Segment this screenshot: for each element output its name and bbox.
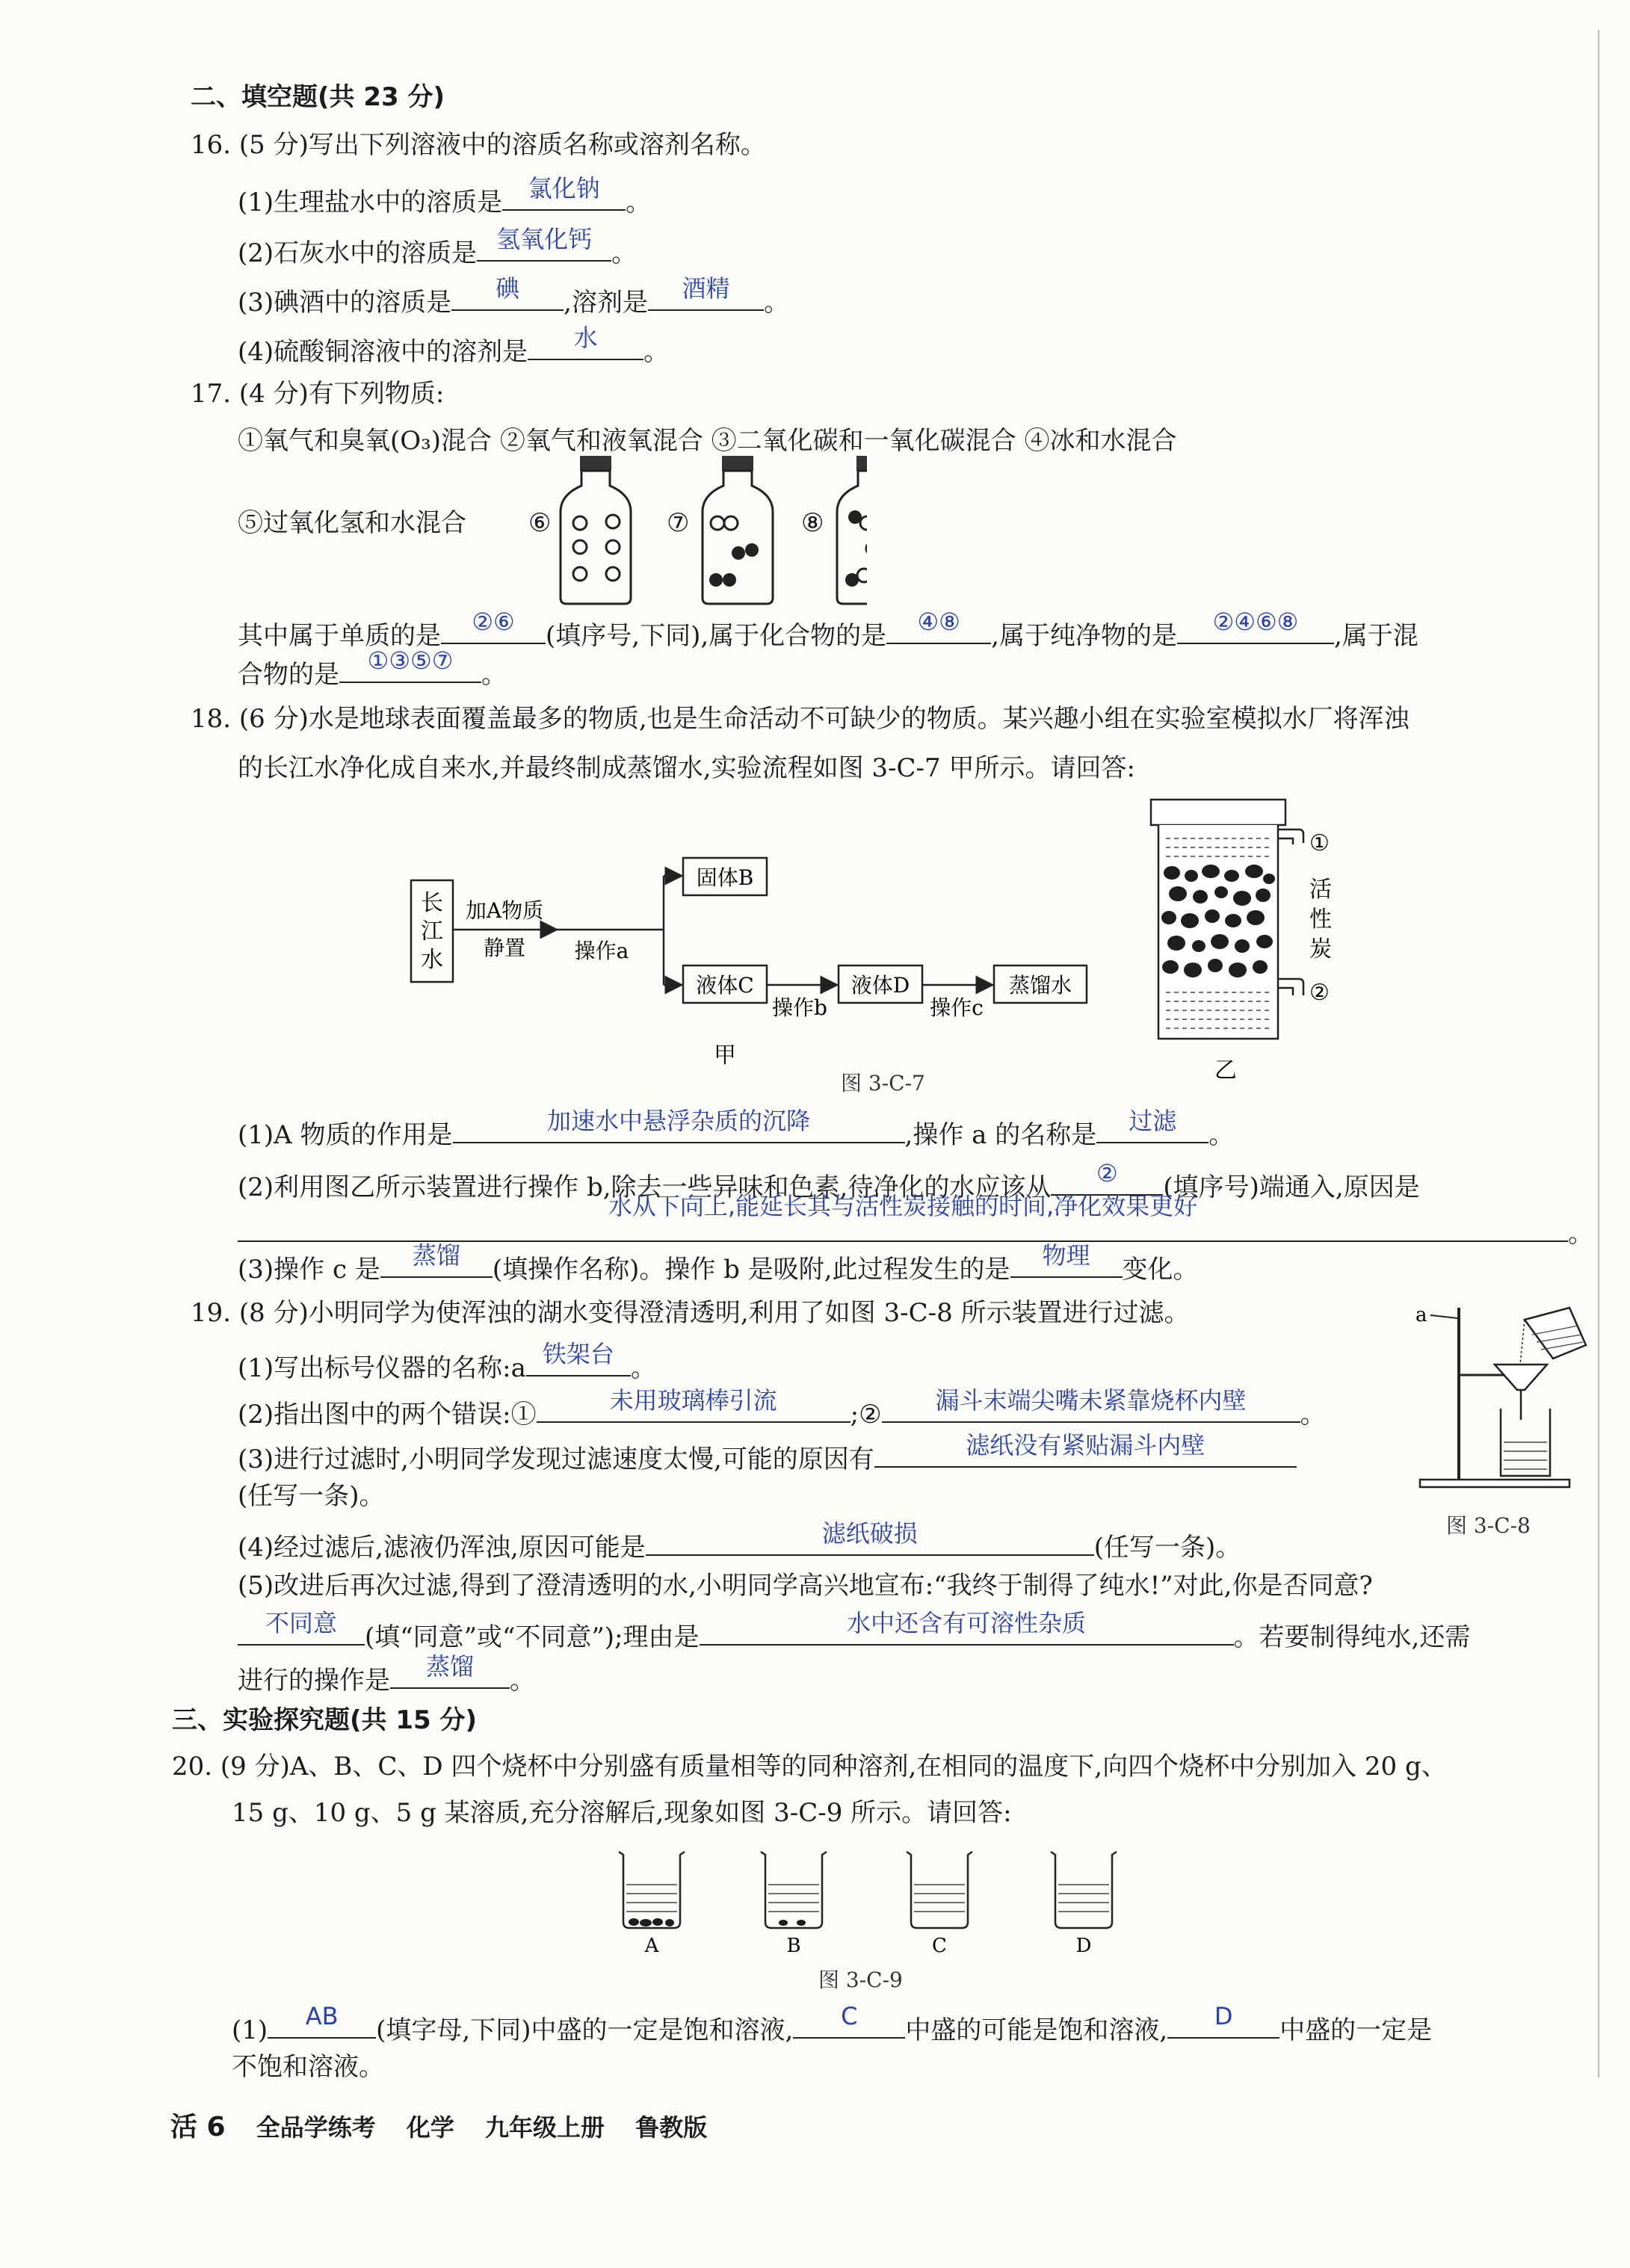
beaker-a-label: A bbox=[644, 1935, 659, 1957]
section-title: 三、实验探究题(共 15 分) bbox=[172, 1705, 478, 1735]
section-title: 二、填空题(共 23 分) bbox=[191, 82, 445, 112]
margin-rule bbox=[1598, 30, 1599, 2077]
edition: 鲁教版 bbox=[635, 2113, 708, 2142]
q20-part1-cont: 不饱和溶液。 bbox=[232, 2052, 384, 2082]
answer-blank[interactable]: 滤纸没有紧贴漏斗内壁 bbox=[874, 1436, 1297, 1468]
carbon-char2: 性 bbox=[1309, 906, 1332, 933]
q16-stem: 16. (5 分)写出下列溶液中的溶质名称或溶剂名称。 bbox=[191, 130, 766, 160]
q17-answer-line2: 合物的是 ①③⑤⑦ 。 bbox=[238, 646, 507, 690]
liquid-d: 液体D bbox=[850, 973, 910, 998]
answer-blank[interactable]: C bbox=[793, 2007, 905, 2039]
figure-caption-3c8: 图 3-C-8 bbox=[1446, 1513, 1531, 1538]
q19-part5: (5)改进后再次过滤,得到了澄清透明的水,小明同学高兴地宣布:“我终于制得了纯水!”对此,你是否同意? bbox=[238, 1571, 1373, 1601]
beaker-b-label: B bbox=[786, 1935, 801, 1957]
q19-part3-note: (任写一条)。 bbox=[238, 1481, 385, 1511]
bottom8-label: ⑧ bbox=[801, 508, 824, 538]
grade: 九年级上册 bbox=[485, 2113, 605, 2142]
q19-part5-answer: 不同意 (填“同意”或“不同意”);理由是 水中还含有可溶性杂质 。若要制得纯水,还需 bbox=[238, 1614, 1470, 1654]
q18-part1: (1)A 物质的作用是 加速水中悬浮杂质的沉降 ,操作 a 的名称是 过滤 。 bbox=[238, 1107, 1235, 1150]
page-footer bbox=[170, 2106, 729, 2144]
answer-blank[interactable]: 加速水中悬浮杂质的沉降 bbox=[453, 1112, 905, 1143]
q16-part3: (3)碘酒中的溶质是 碘 ,溶剂是 酒精 。 bbox=[238, 274, 789, 318]
answer-blank[interactable]: 水 bbox=[528, 329, 643, 360]
carbon-filter-device bbox=[1143, 792, 1368, 1091]
answer-blank[interactable]: 漏斗末端尖嘴未紧靠烧杯内壁 bbox=[882, 1391, 1300, 1423]
q16-part1: (1)生理盐水中的溶质是 氯化钠 。 bbox=[238, 174, 652, 217]
bottle-6 bbox=[561, 456, 631, 604]
step1-sublabel: 静置 bbox=[483, 936, 526, 960]
answer-blank[interactable]: 氯化钠 bbox=[502, 179, 626, 211]
carbon-char1: 活 bbox=[1309, 877, 1332, 903]
q17-item5: ⑤过氧化氢和水混合 bbox=[238, 508, 466, 538]
figure-caption-3c9: 图 3-C-9 bbox=[818, 1968, 903, 1992]
op-a-label: 操作a bbox=[574, 939, 629, 963]
answer-blank[interactable]: ② bbox=[1051, 1164, 1163, 1196]
answer-blank[interactable]: ①③⑤⑦ bbox=[339, 652, 481, 683]
molecule-bottles-figure bbox=[553, 456, 867, 605]
step1-label: 加A物质 bbox=[465, 898, 544, 923]
page-number: 活 6 bbox=[170, 2112, 226, 2142]
liquid-c: 液体C bbox=[696, 973, 754, 998]
answer-blank[interactable]: 酒精 bbox=[648, 279, 764, 311]
q19-stem: 19. (8 分)小明同学为使浑浊的湖水变得澄清透明,利用了如图 3-C-8 所示装置进行过滤。 bbox=[191, 1298, 1190, 1328]
answer-blank[interactable]: 蒸馏 bbox=[380, 1246, 493, 1278]
source-char1: 长 bbox=[421, 890, 443, 916]
book-title: 全品学练考 bbox=[256, 2113, 376, 2142]
bottle-8 bbox=[837, 456, 867, 604]
answer-blank[interactable]: 蒸馏 bbox=[390, 1657, 510, 1689]
beakers-figure bbox=[613, 1847, 1136, 1959]
answer-blank[interactable]: 水中还含有可溶性杂质 bbox=[700, 1614, 1234, 1646]
source-char2: 江 bbox=[421, 918, 443, 945]
q18-part2-reason: 水从下向上,能延长其与活性炭接触的时间,净化效果更好 。 bbox=[238, 1211, 1593, 1250]
q20-stem-line1: 20. (9 分)A、B、C、D 四个烧杯中分别盛有质量相等的同种溶剂,在相同的温度下,向四个烧杯中分别加入 20 g、 bbox=[172, 1752, 1447, 1782]
q19-part1: (1)写出标号仪器的名称:a 铁架台 。 bbox=[238, 1340, 656, 1383]
answer-blank[interactable]: 过滤 bbox=[1096, 1112, 1208, 1143]
inlet-1-label: ① bbox=[1309, 830, 1330, 856]
q17-items: ①氧气和臭氧(O₃)混合 ②氧气和液氧混合 ③二氧化碳和一氧化碳混合 ④冰和水混合 bbox=[238, 426, 1177, 456]
figure-yi-label: 乙 bbox=[1214, 1057, 1237, 1084]
distilled-water: 蒸馏水 bbox=[1008, 973, 1072, 998]
answer-blank[interactable]: 碘 bbox=[451, 279, 564, 311]
q18-part3: (3)操作 c 是 蒸馏 (填操作名称)。操作 b 是吸附,此过程发生的是 物理 变化。 bbox=[238, 1241, 1199, 1285]
beaker-c-label: C bbox=[932, 1935, 947, 1957]
bottom7-label: ⑦ bbox=[667, 508, 690, 538]
figure-caption-3c7: 图 3-C-7 bbox=[841, 1071, 925, 1096]
q18-stem-line2: 的长江水净化成自来水,并最终制成蒸馏水,实验流程如图 3-C-7 甲所示。请回答: bbox=[238, 753, 1135, 783]
beaker-a bbox=[619, 1852, 685, 1957]
bottom6-label: ⑥ bbox=[528, 508, 552, 538]
q19-part3: (3)进行过滤时,小明同学发现过滤速度太慢,可能的原因有 滤纸没有紧贴漏斗内壁 bbox=[238, 1436, 1297, 1476]
q16-part4: (4)硫酸铜溶液中的溶剂是 水 。 bbox=[238, 324, 670, 367]
answer-blank[interactable]: 物理 bbox=[1010, 1246, 1123, 1278]
beaker-d-label: D bbox=[1075, 1935, 1092, 1957]
flowchart-jia bbox=[404, 852, 1121, 1076]
q20-part1: (1) AB (填字母,下同)中盛的一定是饱和溶液, C 中盛的可能是饱和溶液, D 中盛的一定是 bbox=[232, 2002, 1433, 2045]
answer-blank[interactable]: ②④⑥⑧ bbox=[1177, 613, 1334, 644]
q19-part5-operation: 进行的操作是 蒸馏 。 bbox=[238, 1652, 535, 1696]
figure-jia-label: 甲 bbox=[714, 1042, 736, 1069]
answer-blank[interactable]: 水从下向上,能延长其与活性炭接触的时间,净化效果更好 bbox=[238, 1211, 1568, 1242]
answer-blank[interactable]: AB bbox=[268, 2007, 376, 2039]
answer-blank[interactable]: 滤纸破损 bbox=[646, 1524, 1094, 1556]
answer-blank[interactable]: ②⑥ bbox=[441, 613, 546, 644]
solid-b: 固体B bbox=[696, 865, 754, 890]
answer-blank[interactable]: D bbox=[1167, 2007, 1279, 2039]
answer-blank[interactable]: ④⑧ bbox=[886, 613, 991, 644]
q16-part2: (2)石灰水中的溶质是 氢氧化钙 。 bbox=[238, 225, 638, 268]
answer-blank[interactable]: 不同意 bbox=[238, 1614, 365, 1646]
op-b-label: 操作b bbox=[772, 995, 827, 1020]
q17-answer-line1: 其中属于单质的是 ②⑥ (填序号,下同),属于化合物的是 ④⑧ ,属于纯净物的是 ②④⑥⑧ ,属于混 bbox=[238, 608, 1418, 651]
q18-stem-line1: 18. (6 分)水是地球表面覆盖最多的物质,也是生命活动不可缺少的物质。某兴趣小组在实验室模拟水厂将浑浊 bbox=[191, 704, 1410, 734]
beaker-d bbox=[1051, 1852, 1117, 1957]
source-char3: 水 bbox=[421, 947, 443, 973]
carbon-char3: 炭 bbox=[1309, 936, 1332, 962]
filtration-apparatus bbox=[1413, 1293, 1607, 1532]
q19-part4: (4)经过滤后,滤液仍浑浊,原因可能是 滤纸破损 (任写一条)。 bbox=[238, 1519, 1241, 1563]
q20-stem-line2: 15 g、10 g、5 g 某溶质,充分溶解后,现象如图 3-C-9 所示。请回答: bbox=[232, 1798, 1012, 1828]
subject: 化学 bbox=[406, 2113, 454, 2142]
answer-blank[interactable]: 氢氧化钙 bbox=[477, 230, 611, 262]
q18-part2: (2)利用图乙所示装置进行操作 b,除去一些异味和色素,待净化的水应该从 ② (填序号)端通入,原因是 bbox=[238, 1159, 1420, 1202]
beaker-b bbox=[761, 1852, 827, 1957]
q19-part2: (2)指出图中的两个错误:① 未用玻璃棒引流 ;② 漏斗末端尖嘴未紧靠烧杯内壁 。 bbox=[238, 1386, 1326, 1430]
inlet-2-label: ② bbox=[1309, 980, 1330, 1006]
beaker-c bbox=[907, 1852, 972, 1957]
bottle-7 bbox=[703, 456, 773, 604]
answer-blank[interactable]: 未用玻璃棒引流 bbox=[537, 1391, 850, 1423]
label-a: a bbox=[1416, 1304, 1427, 1326]
op-c-label: 操作c bbox=[930, 995, 984, 1020]
q17-stem: 17. (4 分)有下列物质: bbox=[191, 379, 445, 409]
answer-blank[interactable]: 铁架台 bbox=[526, 1345, 631, 1376]
